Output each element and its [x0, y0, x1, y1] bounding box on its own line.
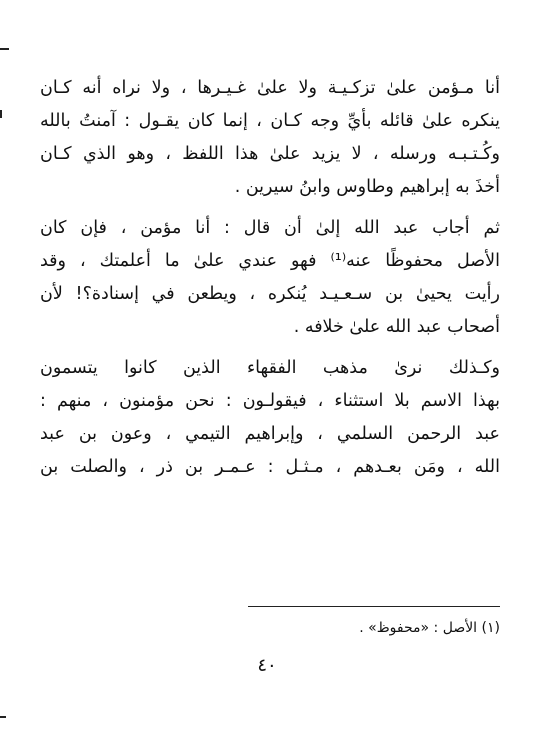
text-line: أنا مـؤمن علىٰ تزكـيـة ولا علىٰ غـيـرها ، ولا نراه أنه كـان: [40, 78, 500, 98]
footnote: (١) الأصل : «محفوظ» .: [359, 620, 500, 636]
text-line: أخذَ به إبراهيم وطاوس وابنُ سيرين .: [234, 177, 500, 197]
scan-edge-mark: [0, 48, 9, 50]
text-line: رأيت يحيىٰ بن سـعـيـد يُنكره ، ويطعن في إسنادة؟! لأن: [40, 284, 500, 304]
body-text: [40, 72, 500, 484]
text-line: الأصل محفوظًا عنه⁽¹⁾ فهو عندي علىٰ ما أعلمتك ، وقد: [40, 251, 500, 271]
text-line: وكـذلك نرىٰ مذهب الفقهاء الذين كانوا يتسمون: [40, 358, 500, 378]
footnote-divider: [248, 606, 500, 607]
text-line: الله ، ومَن بعـدهم ، مـثـل : عـمـر بن ذر ، والصلت بن: [40, 457, 500, 477]
text-line: وكُـتـبـه ورسله ، لا يزيد علىٰ هذا اللفظ ، وهو الذي كـان: [40, 144, 500, 164]
text-line: ثم أجاب عبد الله إلىٰ أن قال : أنا مؤمن ، فإن كان: [40, 218, 500, 238]
paragraph-gap: [40, 204, 500, 212]
text-line: أصحاب عبد الله علىٰ خلافه .: [293, 317, 500, 337]
text-line: عبد الرحمن السلمي ، وإبراهيم التيمي ، وعون بن عبد: [40, 424, 500, 444]
paragraph-gap: [40, 344, 500, 352]
scan-edge-mark: [0, 110, 2, 118]
page-number: ٤٠: [257, 655, 277, 676]
text-line: ينكره علىٰ قائله بأيِّ وجه كـان ، إنما كان يقـول : آمنتُ بالله: [40, 111, 500, 131]
text-line: بهذا الاسم بلا استثناء ، فيقولـون : نحن مؤمنون ، منهم :: [40, 391, 500, 411]
scan-edge-mark: [0, 716, 6, 718]
